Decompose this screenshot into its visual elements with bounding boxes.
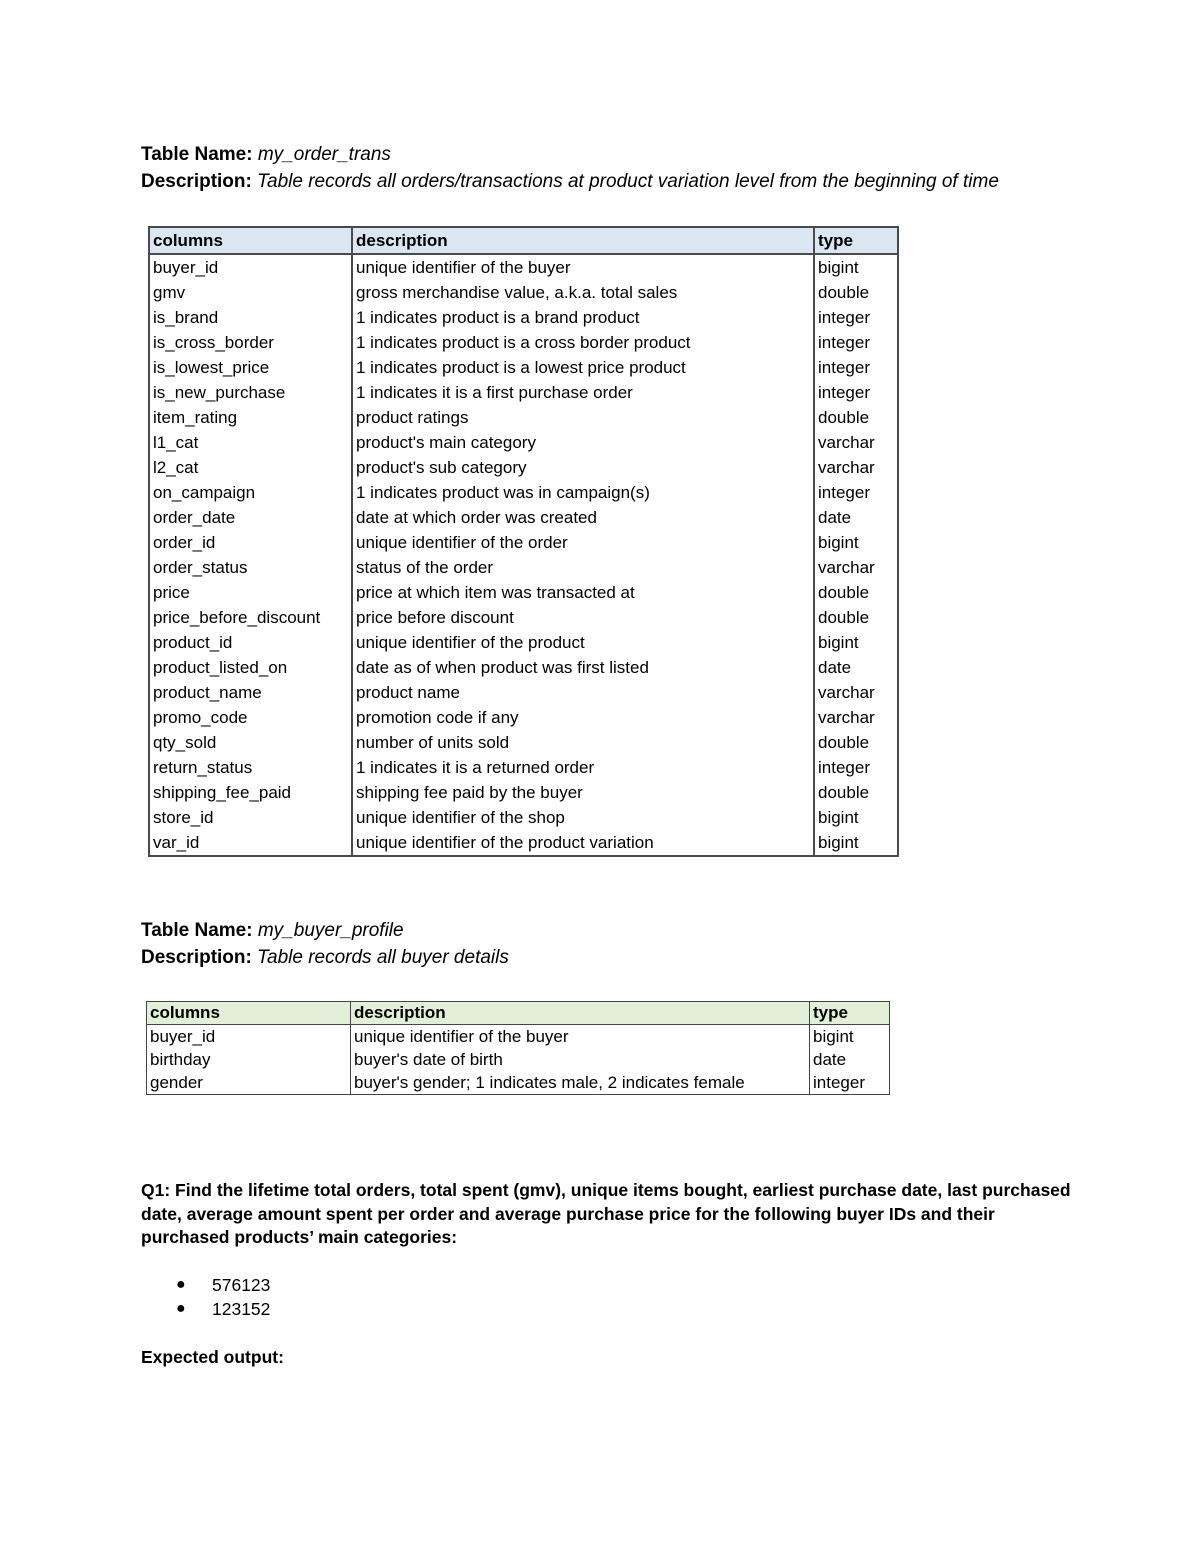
type-cell: integer <box>814 480 898 505</box>
column-name-cell: order_id <box>149 530 352 555</box>
description-line <box>141 944 509 971</box>
table-row <box>149 605 898 630</box>
table-row <box>147 1048 890 1071</box>
column-header: description <box>352 227 814 254</box>
type-cell: varchar <box>814 680 898 705</box>
table-header-row <box>149 227 898 254</box>
type-cell: double <box>814 780 898 805</box>
type-cell: double <box>814 580 898 605</box>
type-cell: integer <box>814 330 898 355</box>
table-row <box>149 330 898 355</box>
table-row <box>147 1025 890 1049</box>
description-cell: date at which order was created <box>352 505 814 530</box>
column-name-cell: is_cross_border <box>149 330 352 355</box>
type-cell: date <box>814 505 898 530</box>
column-name-cell: gender <box>147 1071 351 1095</box>
order-trans-schema-table <box>148 226 899 857</box>
table-name-label: Table Name: <box>141 144 253 165</box>
table-row <box>149 730 898 755</box>
type-cell: varchar <box>814 430 898 455</box>
list-item <box>141 1273 270 1297</box>
type-cell: varchar <box>814 455 898 480</box>
bullet-icon: ● <box>176 1276 186 1293</box>
description-value: Table records all buyer details <box>257 947 509 968</box>
type-cell: integer <box>814 380 898 405</box>
column-name-cell: qty_sold <box>149 730 352 755</box>
column-name-cell: product_name <box>149 680 352 705</box>
table-row <box>149 455 898 480</box>
description-cell: unique identifier of the product variation <box>352 830 814 856</box>
table-name-label: Table Name: <box>141 920 253 941</box>
table-row <box>149 630 898 655</box>
table-row <box>149 580 898 605</box>
description-cell: 1 indicates product is a brand product <box>352 305 814 330</box>
column-name-cell: shipping_fee_paid <box>149 780 352 805</box>
description-cell: product name <box>352 680 814 705</box>
type-cell: bigint <box>814 630 898 655</box>
column-name-cell: is_new_purchase <box>149 380 352 405</box>
table-row <box>147 1071 890 1095</box>
table-name-value: my_buyer_profile <box>257 920 404 941</box>
description-cell: unique identifier of the shop <box>352 805 814 830</box>
table-name-value: my_order_trans <box>257 144 391 165</box>
type-cell: integer <box>814 355 898 380</box>
description-cell: gross merchandise value, a.k.a. total sales <box>352 280 814 305</box>
description-cell: product ratings <box>352 405 814 430</box>
column-name-cell: var_id <box>149 830 352 856</box>
table-name-line <box>141 917 509 944</box>
column-header: columns <box>147 1002 351 1025</box>
buyer-id: 576123 <box>212 1275 271 1295</box>
column-name-cell: return_status <box>149 755 352 780</box>
column-name-cell: order_status <box>149 555 352 580</box>
description-cell: number of units sold <box>352 730 814 755</box>
type-cell: double <box>814 405 898 430</box>
description-cell: buyer's date of birth <box>351 1048 810 1071</box>
description-cell: product's sub category <box>352 455 814 480</box>
column-name-cell: l1_cat <box>149 430 352 455</box>
table-row <box>149 780 898 805</box>
description-cell: promotion code if any <box>352 705 814 730</box>
description-line <box>141 168 999 195</box>
column-name-cell: promo_code <box>149 705 352 730</box>
column-name-cell: product_id <box>149 630 352 655</box>
buyer-id: 123152 <box>212 1299 271 1319</box>
column-name-cell: l2_cat <box>149 455 352 480</box>
type-cell: bigint <box>814 805 898 830</box>
table-row <box>149 555 898 580</box>
buyer-profile-schema-table <box>146 1001 890 1095</box>
table-body <box>147 1025 890 1095</box>
description-cell: date as of when product was first listed <box>352 655 814 680</box>
column-header: type <box>814 227 898 254</box>
type-cell: integer <box>814 305 898 330</box>
description-cell: price before discount <box>352 605 814 630</box>
description-cell: 1 indicates product is a lowest price product <box>352 355 814 380</box>
column-header: type <box>810 1002 890 1025</box>
table-row <box>149 305 898 330</box>
description-cell: 1 indicates it is a first purchase order <box>352 380 814 405</box>
table-row <box>149 655 898 680</box>
table-body <box>149 254 898 856</box>
column-name-cell: on_campaign <box>149 480 352 505</box>
expected-output-label: Expected output: <box>141 1347 284 1367</box>
description-cell: buyer's gender; 1 indicates male, 2 indicates female <box>351 1071 810 1095</box>
column-name-cell: gmv <box>149 280 352 305</box>
column-name-cell: item_rating <box>149 405 352 430</box>
type-cell: bigint <box>814 830 898 856</box>
description-cell: unique identifier of the order <box>352 530 814 555</box>
table-row <box>149 805 898 830</box>
description-cell: 1 indicates product is a cross border product <box>352 330 814 355</box>
column-name-cell: price <box>149 580 352 605</box>
column-name-cell: buyer_id <box>147 1025 351 1049</box>
type-cell: varchar <box>814 555 898 580</box>
description-cell: unique identifier of the buyer <box>351 1025 810 1049</box>
description-cell: product's main category <box>352 430 814 455</box>
table-row <box>149 380 898 405</box>
table-row <box>149 254 898 280</box>
table-row <box>149 405 898 430</box>
table-header-row <box>147 1002 890 1025</box>
table-row <box>149 830 898 856</box>
type-cell: bigint <box>810 1025 890 1049</box>
type-cell: double <box>814 280 898 305</box>
table-row <box>149 530 898 555</box>
buyer-id-list <box>141 1273 270 1321</box>
type-cell: varchar <box>814 705 898 730</box>
table-row <box>149 505 898 530</box>
column-name-cell: price_before_discount <box>149 605 352 630</box>
table-row <box>149 280 898 305</box>
table-row <box>149 430 898 455</box>
type-cell: bigint <box>814 254 898 280</box>
column-name-cell: is_lowest_price <box>149 355 352 380</box>
column-name-cell: birthday <box>147 1048 351 1071</box>
bullet-icon: ● <box>176 1300 186 1317</box>
type-cell: date <box>814 655 898 680</box>
table-row <box>149 755 898 780</box>
column-name-cell: product_listed_on <box>149 655 352 680</box>
order-table-heading <box>141 141 999 195</box>
column-name-cell: is_brand <box>149 305 352 330</box>
table-row <box>149 680 898 705</box>
description-cell: unique identifier of the product <box>352 630 814 655</box>
description-cell: 1 indicates product was in campaign(s) <box>352 480 814 505</box>
description-value: Table records all orders/transactions at product variation level from the beginning of time <box>257 171 999 192</box>
description-label: Description: <box>141 947 252 968</box>
column-name-cell: buyer_id <box>149 254 352 280</box>
question-text: Q1: Find the lifetime total orders, total spent (gmv), unique items bought, earliest purchase date, last purchased date, average amount spent per order and average purchase price for the following buyer IDs and their purchased products’ main categories: <box>141 1180 1071 1247</box>
table-name-line <box>141 141 999 168</box>
column-header: columns <box>149 227 352 254</box>
buyer-table-heading <box>141 917 509 971</box>
list-item <box>141 1297 270 1321</box>
type-cell: double <box>814 730 898 755</box>
description-label: Description: <box>141 171 252 192</box>
column-name-cell: store_id <box>149 805 352 830</box>
type-cell: bigint <box>814 530 898 555</box>
type-cell: integer <box>810 1071 890 1095</box>
description-cell: status of the order <box>352 555 814 580</box>
table-row <box>149 705 898 730</box>
type-cell: date <box>810 1048 890 1071</box>
description-cell: 1 indicates it is a returned order <box>352 755 814 780</box>
column-name-cell: order_date <box>149 505 352 530</box>
description-cell: shipping fee paid by the buyer <box>352 780 814 805</box>
column-header: description <box>351 1002 810 1025</box>
table-row <box>149 480 898 505</box>
description-cell: unique identifier of the buyer <box>352 254 814 280</box>
description-cell: price at which item was transacted at <box>352 580 814 605</box>
type-cell: integer <box>814 755 898 780</box>
type-cell: double <box>814 605 898 630</box>
table-row <box>149 355 898 380</box>
